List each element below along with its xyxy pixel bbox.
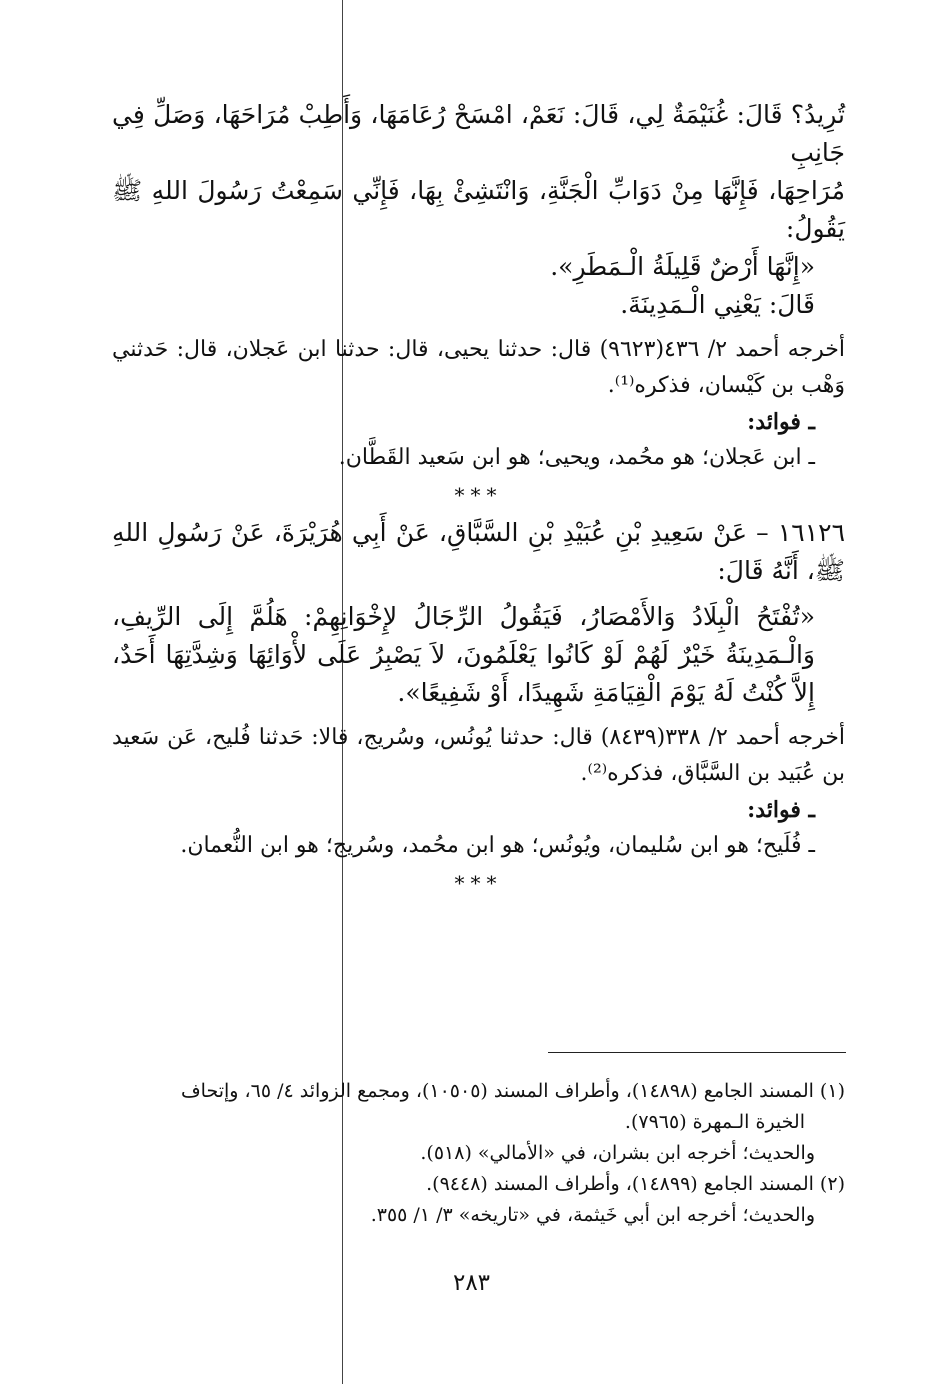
fawaid-heading: ـ فوائد: xyxy=(747,409,815,435)
page-number: ٢٨٣ xyxy=(452,1270,491,1296)
footnote-1-note: والحديث؛ أخرجه ابن بشران، في «الأمالي» (٥١٨). xyxy=(420,1142,815,1164)
section-separator: *** xyxy=(454,871,503,895)
footnote-2-note: والحديث؛ أخرجه ابن أبي خَيثمة، في «تاريخه» ٣/ ١/ ٣٥٥. xyxy=(370,1204,815,1226)
hadith-text-line: تُرِيدُ؟ قَالَ: غُنَيْمَةٌ لِي، قَالَ: نَعَمْ، امْسَحْ رُعَامَهَا، وَأَطِبْ مُرَاحَهَا، وَصَلِّ فِي جَانِبِ xyxy=(112,100,845,167)
footnote-divider xyxy=(548,1052,846,1053)
fawaid-note: ـ فُلَيح؛ هو ابن سُليمان، ويُونُس؛ هو ابن محُمد، وسُريج؛ هو ابن النُّعمان. xyxy=(180,833,815,858)
hadith-heading: ١٦١٢٦ – عَنْ سَعِيدِ بْنِ عُبَيْدِ بْنِ السَّبَّاقِ، عَنْ أَبِي هُرَيْرَةَ، عَنْ رَسُولِ اللهِ ﷺ، أَنَّهُ قَالَ: xyxy=(112,518,845,585)
takhrij-paragraph: أخرجه أحمد ٢/ ٣٣٨(٨٤٣٩) قال: حدثنا يُونُس، وسُريج، قالا: حَدثنا فُليح، عَن سَعيد بن عُبَيد بن السَّبَّاق، فذكره⁽²⁾. xyxy=(112,725,845,786)
footnote-1: (١) المسند الجامع (١٤٨٩٨)، وأطراف المسند (١٠٥٠٥)، ومجمع الزوائد ٤/ ٦٥، وإتحاف xyxy=(180,1080,845,1102)
prophetic-quote: «إِنَّهَا أَرْضٌ قَلِيلَةُ الْـمَطَرِ». xyxy=(550,252,815,281)
fawaid-note: ـ ابن عَجلان؛ هو محُمد، ويحيى؛ هو ابن سَعيد القَطَّان. xyxy=(338,445,815,470)
section-separator: *** xyxy=(454,483,503,507)
footnotes xyxy=(112,1076,845,1231)
hadith-text-line: مُرَاحِهَا، فَإِنَّهَا مِنْ دَوَابِّ الْجَنَّةِ، وَانْتَشِئْ بِهَا، فَإِنِّي سَمِعْتُ رَسُولَ اللهِ ﷺ يَقُولُ: xyxy=(112,176,845,243)
footnote-1-continuation: الخيرة الـمهرة (٧٩٦٥). xyxy=(624,1111,805,1133)
takhrij-paragraph: أخرجه أحمد ٢/ ٤٣٦(٩٦٢٣) قال: حدثنا يحيى، قال: حدثنا ابن عَجلان، قال: حَدثني وَهْب بن كَيْسان، فذكره⁽¹⁾. xyxy=(112,337,846,398)
prophetic-quote: «تُفْتَحُ الْبِلَادُ وَالأَمْصَارُ، فَيَقُولُ الرِّجَالُ لإِخْوَانِهِمْ: هَلُمَّ إِلَى الرِّيفِ، وَالْـمَدِينَةُ خَيْرٌ لَهُمْ لَوْ كَانُوا يَعْلَمُونَ، لاَ يَصْبِرُ عَلَى لأْوَائِهَا وَشِدَّتِهَا أَحَدٌ، إِلاَّ كُنْتُ لَهُ يَوْمَ الْقِيَامَةِ شَهِيدًا، أَوْ شَفِيعًا». xyxy=(112,602,815,707)
main-text xyxy=(112,96,845,902)
fawaid-heading: ـ فوائد: xyxy=(747,797,815,823)
footnote-2: (٢) المسند الجامع (١٤٨٩٩)، وأطراف المسند (٩٤٤٨). xyxy=(426,1173,845,1195)
narrator-comment: قَالَ: يَعْنِي الْـمَدِينَةَ. xyxy=(620,290,815,319)
